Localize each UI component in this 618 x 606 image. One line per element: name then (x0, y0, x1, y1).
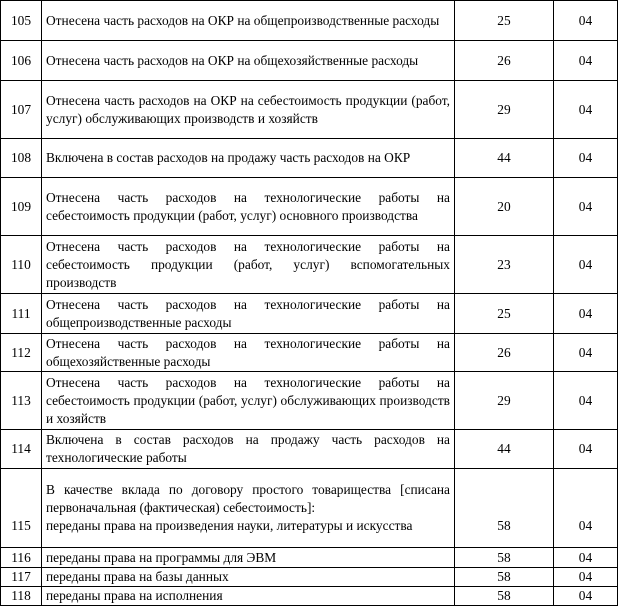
row-number: 110 (1, 236, 42, 294)
table-row (1, 236, 618, 294)
debit-account: 23 (455, 236, 554, 294)
row-description: переданы права на базы данных (42, 568, 455, 587)
row-description: Отнесена часть расходов на технологические работы на общепроизводственные расходы (42, 294, 455, 334)
credit-account: 04 (554, 236, 618, 294)
credit-account-value: 04 (578, 518, 593, 533)
debit-account (455, 469, 554, 548)
row-number: 107 (1, 81, 42, 139)
section-header: В качестве вклада по договору простого товарищества [списана первоначальная (фактическая) себестоимость]: (46, 482, 450, 515)
row-number: 116 (1, 548, 42, 568)
credit-account: 04 (554, 41, 618, 81)
row-description: Отнесена часть расходов на ОКР на себестоимость продукции (работ, услуг) обслуживающих производств и хозяйств (42, 81, 455, 139)
row-description: переданы права на исполнения (42, 587, 455, 606)
debit-account: 26 (455, 334, 554, 372)
debit-account: 44 (455, 430, 554, 469)
row-description: Отнесена часть расходов на технологические работы на себестоимость продукции (работ, услуг) основного производства (42, 178, 455, 236)
table-row (1, 81, 618, 139)
table-row (1, 334, 618, 372)
table-row (1, 469, 618, 548)
row-number: 118 (1, 587, 42, 606)
table-row (1, 587, 618, 606)
table-row (1, 139, 618, 178)
table-row (1, 178, 618, 236)
credit-account (554, 469, 618, 548)
row-description: Включена в состав расходов на продажу часть расходов на ОКР (42, 139, 455, 178)
debit-account: 25 (455, 294, 554, 334)
table-row (1, 430, 618, 469)
row-description: Отнесена часть расходов на технологические работы на себестоимость продукции (работ, услуг) обслуживающих производств и хозяйств (42, 372, 455, 430)
debit-account: 58 (455, 548, 554, 568)
table-row (1, 41, 618, 81)
credit-account: 04 (554, 334, 618, 372)
debit-account: 29 (455, 372, 554, 430)
debit-account: 58 (455, 587, 554, 606)
credit-account: 04 (554, 81, 618, 139)
debit-account: 20 (455, 178, 554, 236)
credit-account: 04 (554, 372, 618, 430)
row-number: 108 (1, 139, 42, 178)
row-description (42, 469, 455, 548)
credit-account: 04 (554, 587, 618, 606)
row-number-value: 115 (11, 518, 31, 533)
debit-account: 29 (455, 81, 554, 139)
debit-account: 44 (455, 139, 554, 178)
table-row (1, 1, 618, 41)
row-number: 106 (1, 41, 42, 81)
debit-account-value: 58 (497, 518, 511, 533)
row-description-text: переданы права на произведения науки, литературы и искусства (46, 518, 413, 533)
row-description: Отнесена часть расходов на ОКР на общепроизводственные расходы (42, 1, 455, 41)
row-number: 112 (1, 334, 42, 372)
table-row (1, 372, 618, 430)
table-row (1, 548, 618, 568)
row-number: 105 (1, 1, 42, 41)
credit-account: 04 (554, 139, 618, 178)
table-row (1, 294, 618, 334)
credit-account: 04 (554, 430, 618, 469)
row-description: переданы права на программы для ЭВМ (42, 548, 455, 568)
table-row (1, 568, 618, 587)
row-description: Отнесена часть расходов на технологические работы на общехозяйственные расходы (42, 334, 455, 372)
credit-account: 04 (554, 548, 618, 568)
debit-account: 26 (455, 41, 554, 81)
row-number: 109 (1, 178, 42, 236)
row-number: 111 (1, 294, 42, 334)
row-number (1, 469, 42, 548)
credit-account: 04 (554, 1, 618, 41)
row-number: 114 (1, 430, 42, 469)
debit-account: 25 (455, 1, 554, 41)
row-number: 113 (1, 372, 42, 430)
row-description: Отнесена часть расходов на ОКР на общехозяйственные расходы (42, 41, 455, 81)
credit-account: 04 (554, 178, 618, 236)
credit-account: 04 (554, 568, 618, 587)
credit-account: 04 (554, 294, 618, 334)
row-description: Включена в состав расходов на продажу часть расходов на технологические работы (42, 430, 455, 469)
row-description: Отнесена часть расходов на технологические работы на себестоимость продукции (работ, услуг) вспомогательных производств (42, 236, 455, 294)
debit-account: 58 (455, 568, 554, 587)
row-number: 117 (1, 568, 42, 587)
